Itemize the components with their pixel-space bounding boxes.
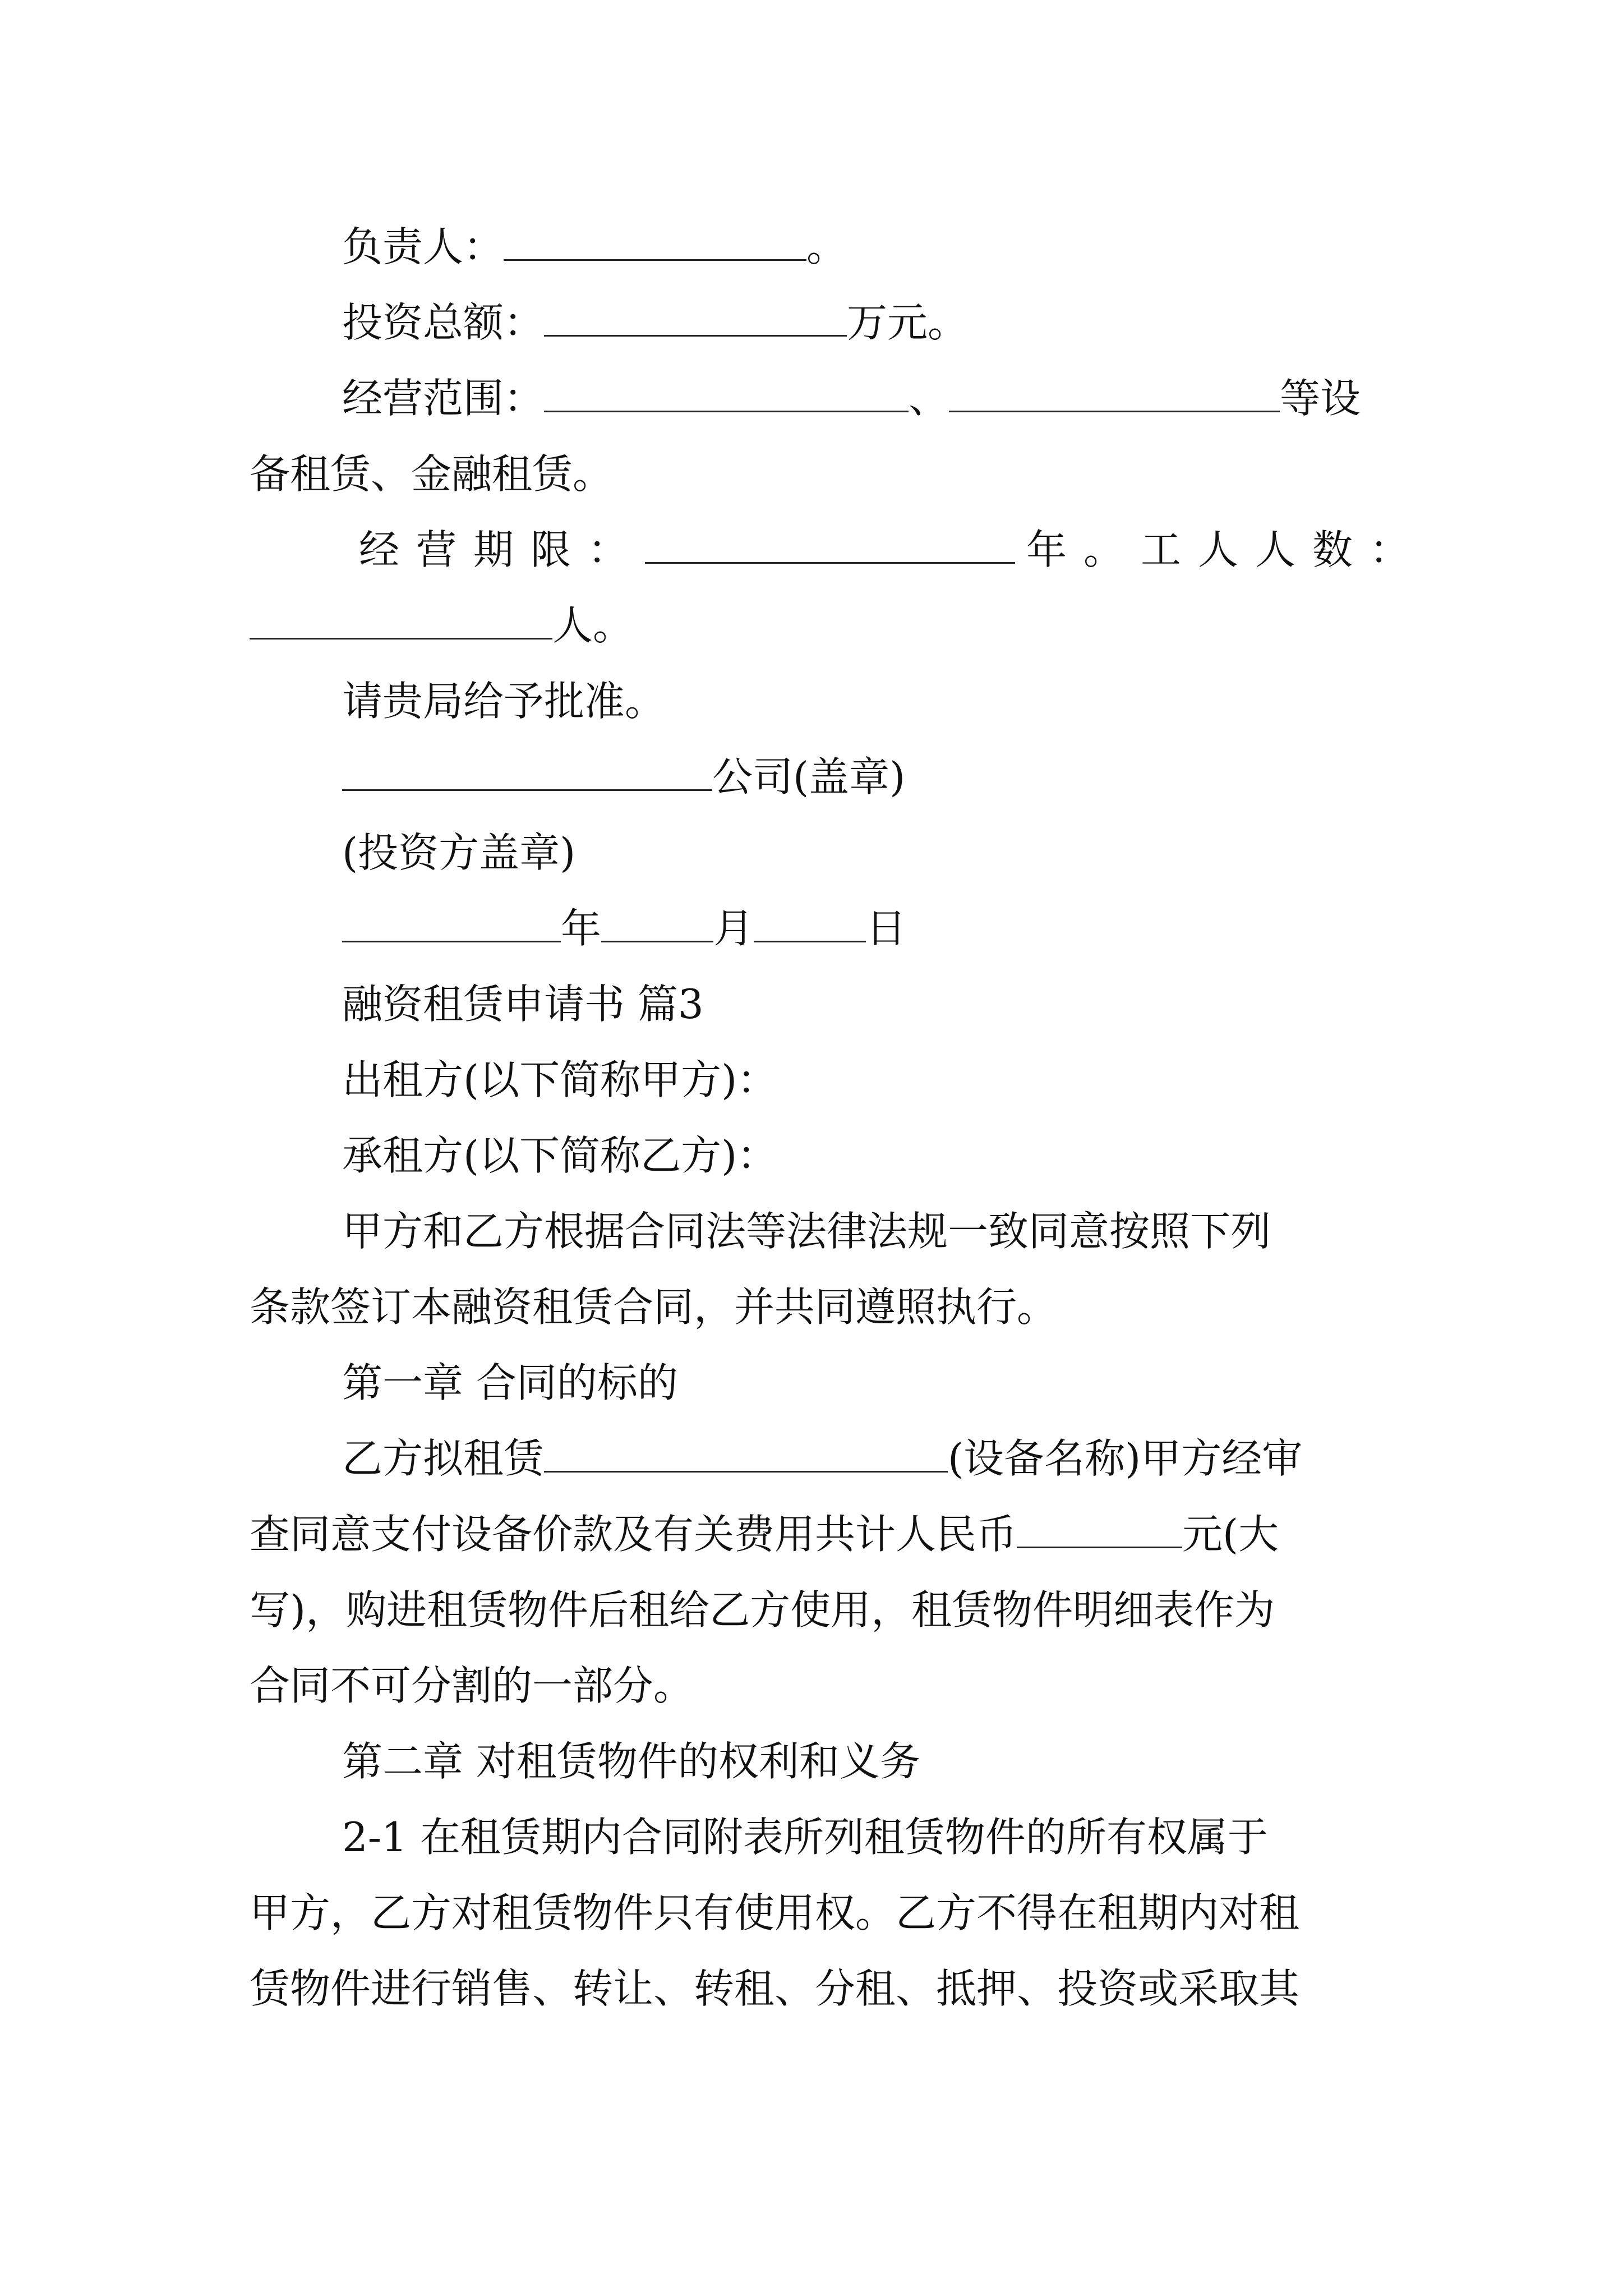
- chapter-one-line-2: [0, 1506, 1623, 1562]
- chapter-one-line-3: 写)，购进租赁物件后租给乙方使用，租赁物件明细表作为: [250, 1586, 1275, 1634]
- day-label: 日: [866, 905, 907, 952]
- worker-count-tail: 人。: [552, 602, 634, 649]
- lease-equipment-tail: (设备名称)甲方经审: [948, 1435, 1303, 1482]
- clause-2-1-line-1: 2-1 在租赁期内合同附表所列租赁物件的所有权属于: [342, 1814, 1268, 1861]
- month-blank: [601, 905, 713, 942]
- month-label: 月: [713, 905, 754, 952]
- business-scope-line: [0, 370, 1623, 426]
- year-blank: [342, 905, 561, 942]
- chapter-one-heading: 第一章 合同的标的: [342, 1359, 678, 1406]
- company-seal-line: [0, 749, 1623, 805]
- operating-period-line: [0, 522, 1623, 578]
- business-scope-separator: 、: [909, 375, 949, 422]
- total-investment-blank: [544, 299, 847, 337]
- section-heading-part3: 融资租赁申请书 篇3: [342, 981, 704, 1028]
- day-blank: [754, 905, 866, 942]
- investor-seal-line: (投资方盖章): [342, 829, 576, 876]
- worker-count-blank: [250, 602, 552, 639]
- lease-equipment-label: 乙方拟租赁: [342, 1435, 545, 1482]
- responsible-person-line: [0, 219, 1623, 275]
- total-investment-tail: 万元。: [847, 299, 969, 346]
- business-scope-continued: 备租赁、金融租赁。: [250, 450, 614, 498]
- responsible-person-label: 负责人：: [342, 223, 504, 270]
- worker-count-line: [0, 597, 1623, 654]
- operating-period-blank: [645, 526, 1015, 564]
- business-scope-tail: 等设: [1280, 375, 1361, 422]
- chapter-one-line-1: [0, 1430, 1623, 1487]
- total-investment-label: 投资总额：: [342, 299, 545, 346]
- payment-amount-tail: 元(大: [1182, 1511, 1279, 1558]
- payment-amount-label: 查同意支付设备价款及有关费用共计人民币: [250, 1511, 1017, 1558]
- request-approval-line: 请贵局给予批准。: [342, 678, 666, 725]
- business-scope-blank-1: [544, 375, 909, 412]
- paragraph-intro-line-1: 甲方和乙方根据合同法等法律法规一致同意按照下列: [342, 1208, 1271, 1255]
- equipment-name-blank: [544, 1435, 948, 1473]
- chapter-one-line-4: 合同不可分割的一部分。: [250, 1662, 694, 1709]
- chapter-two-heading: 第二章 对租赁物件的权利和义务: [342, 1738, 920, 1785]
- clause-2-1-line-3: 赁物件进行销售、转让、转租、分租、抵押、投资或采取其: [250, 1965, 1300, 2012]
- total-investment-line: [0, 295, 1623, 351]
- business-scope-label: 经营范围：: [342, 375, 545, 422]
- lessor-line: 出租方(以下简称甲方)：: [342, 1056, 778, 1103]
- operating-period-mid: 年。工人人数：: [1026, 526, 1427, 573]
- business-scope-blank-2: [949, 375, 1280, 412]
- responsible-person-tail: 。: [806, 223, 847, 270]
- lessee-line: 承租方(以下简称乙方)：: [342, 1132, 778, 1179]
- amount-blank: [1017, 1511, 1182, 1548]
- date-line: [0, 900, 1623, 956]
- paragraph-intro-line-2: 条款签订本融资租赁合同，并共同遵照执行。: [250, 1283, 1058, 1331]
- company-name-blank: [342, 753, 712, 791]
- year-label: 年: [561, 905, 602, 952]
- company-seal-tail: 公司(盖章): [712, 753, 906, 800]
- clause-2-1-line-2: 甲方，乙方对租赁物件只有使用权。乙方不得在租期内对租: [250, 1889, 1300, 1936]
- responsible-person-blank: [504, 223, 806, 261]
- operating-period-label: 经营期限：: [359, 526, 645, 573]
